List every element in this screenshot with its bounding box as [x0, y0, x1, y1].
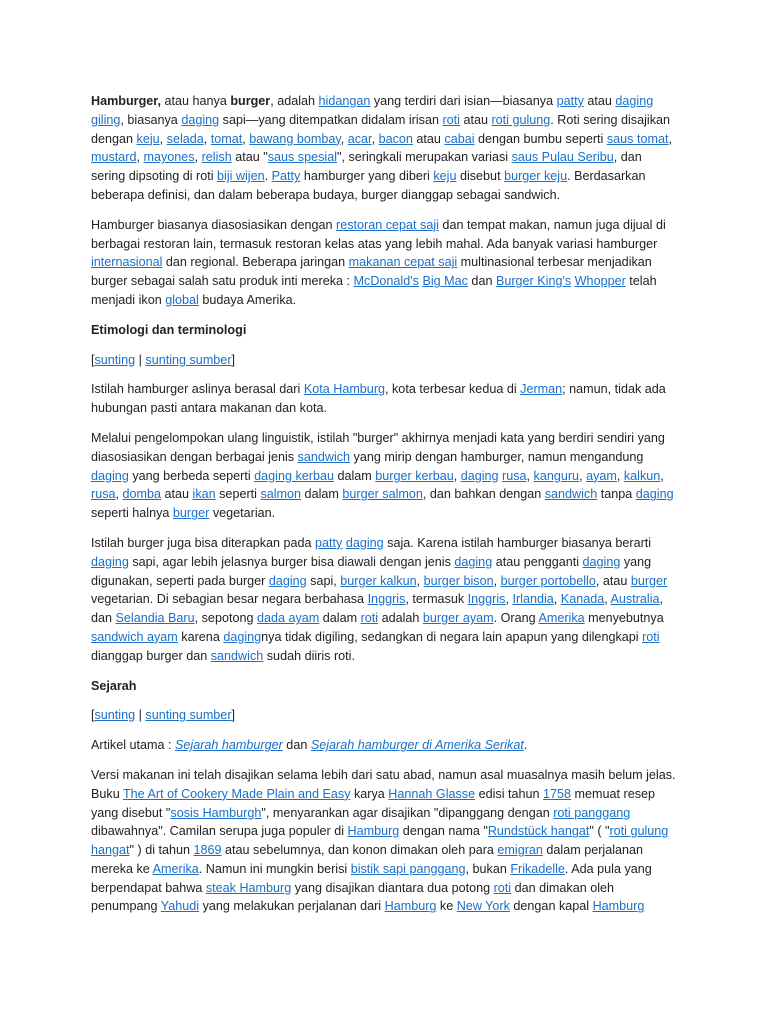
article-link[interactable]: daging: [582, 554, 621, 569]
bold-term: Hamburger,: [91, 94, 161, 108]
text-run: yang disajikan diantara dua potong: [291, 880, 494, 895]
text-run: sudah diiris roti.: [263, 648, 355, 663]
article-link[interactable]: emigran: [497, 843, 543, 858]
article-link[interactable]: burger keju: [504, 169, 568, 184]
text-run: [: [91, 708, 95, 723]
text-run: tanpa: [597, 487, 636, 502]
text-run: disebut: [456, 169, 505, 184]
text-run: |: [135, 708, 146, 723]
article-link[interactable]: bawang bombay: [249, 131, 341, 146]
article-link[interactable]: salmon: [260, 487, 302, 502]
text-run: vegetarian. Di sebagian besar negara berbahasa: [91, 592, 368, 607]
text-run: |: [135, 352, 146, 367]
heading-history: [91, 677, 679, 696]
article-link[interactable]: Patty: [271, 169, 301, 184]
text-run: ,: [340, 131, 348, 146]
edit-links-history: [91, 706, 679, 725]
text-run: vegetarian.: [209, 506, 276, 521]
history-paragraph: [91, 766, 679, 916]
article-link[interactable]: daging: [635, 487, 674, 502]
text-run: sapi, agar lebih jelasnya burger bisa diawali dengan jenis: [128, 554, 455, 569]
article-link[interactable]: burger portobello: [500, 573, 596, 588]
text-run: , kota terbesar kedua di: [385, 382, 521, 397]
article-link[interactable]: daging: [223, 629, 262, 644]
article-link[interactable]: mayones: [143, 150, 195, 165]
article-link[interactable]: restoran cepat saji: [336, 217, 439, 232]
article-link[interactable]: Hannah Glasse: [388, 786, 476, 801]
article-link[interactable]: sunting: [94, 352, 136, 367]
text-run: dan: [467, 274, 496, 289]
article-link[interactable]: daging: [181, 112, 220, 127]
article-link[interactable]: burger: [172, 506, 210, 521]
text-run: ,: [604, 592, 611, 607]
article-link[interactable]: makanan cepat saji: [348, 255, 458, 270]
text-run: .: [264, 169, 272, 184]
text-run: hamburger yang diberi: [300, 169, 434, 184]
text-run: dalam perjalanan mereka ke: [91, 843, 644, 876]
article-link[interactable]: Jerman: [520, 382, 563, 397]
article-link[interactable]: Rundstück hangat: [487, 824, 590, 839]
text-run: ,: [416, 573, 424, 588]
article-link[interactable]: steak Hamburg: [205, 880, 292, 895]
article-link[interactable]: sandwich: [544, 487, 598, 502]
text-run: yang berbeda seperti: [128, 468, 255, 483]
article-link[interactable]: burger kalkun: [340, 573, 417, 588]
article-body: [91, 92, 679, 927]
article-link[interactable]: burger ayam: [422, 611, 494, 626]
text-run: ,: [668, 131, 672, 146]
article-link[interactable]: daging: [345, 535, 384, 550]
article-link[interactable]: saus Pulau Seribu: [511, 150, 614, 165]
article-link[interactable]: Kanada: [560, 592, 605, 607]
text-run: ,: [203, 131, 211, 146]
text-run: ", menyarankan agar disajikan "dipanggang dengan: [261, 805, 554, 820]
article-link[interactable]: roti gulung: [491, 112, 551, 127]
text-run: , adalah: [270, 94, 319, 108]
text-run: , dan: [91, 592, 664, 626]
article-link[interactable]: roti gulung hangat: [91, 824, 669, 858]
article-link[interactable]: global: [165, 292, 199, 307]
text-run: edisi tahun: [475, 786, 544, 801]
text-run: [: [91, 352, 95, 367]
restaurant-paragraph: [91, 216, 679, 310]
text-run: dianggap burger dan: [91, 648, 211, 663]
text-run: dan tempat makan, namun juga dijual di berbagai restoran lain, termasuk restoran kelas atas yang lebih mahal. Ada banyak variasi hamburger: [91, 217, 666, 251]
article-link[interactable]: Selandia Baru: [115, 611, 195, 626]
patty-paragraph: [91, 534, 679, 666]
article-link[interactable]: sunting: [94, 708, 136, 723]
text-run: ,: [493, 573, 501, 588]
text-run: ,: [453, 468, 461, 483]
article-link[interactable]: sunting sumber: [145, 352, 232, 367]
article-link[interactable]: hidangan: [318, 94, 371, 108]
text-run: dengan bumbu seperti: [474, 131, 607, 146]
text-run: Sejarah: [91, 678, 137, 693]
article-link[interactable]: sandwich ayam: [91, 629, 178, 644]
article-link[interactable]: New York: [456, 899, 510, 914]
edit-links-etymology: [91, 351, 679, 370]
text-run: yang digunakan, seperti pada burger: [91, 554, 652, 588]
article-link[interactable]: selada: [166, 131, 204, 146]
text-run: dan: [282, 738, 311, 753]
article-link[interactable]: patty: [556, 94, 584, 108]
article-link[interactable]: ikan: [192, 487, 216, 502]
text-run: " ) di tahun: [129, 843, 194, 858]
text-run: dengan nama ": [399, 824, 488, 839]
article-link[interactable]: tomat: [210, 131, 243, 146]
text-run: , termasuk: [405, 592, 468, 607]
article-link[interactable]: roti: [360, 611, 379, 626]
text-run: atau hanya: [161, 94, 231, 108]
text-run: seperti halnya: [91, 506, 173, 521]
article-link[interactable]: daging kerbau: [254, 468, 334, 483]
article-link[interactable]: internasional: [91, 255, 163, 270]
text-run: atau sebelumnya, dan konon dimakan oleh para: [221, 843, 498, 858]
text-run: ,: [579, 468, 587, 483]
bold-term: burger: [230, 94, 271, 108]
article-link[interactable]: Whopper: [574, 274, 626, 289]
text-run: karena: [177, 629, 224, 644]
article-link[interactable]: biji wijen: [217, 169, 265, 184]
text-run: dalam: [319, 611, 361, 626]
text-run: ,: [115, 487, 123, 502]
text-run: , dan bahkan dengan: [422, 487, 545, 502]
text-run: ", seringkali merupakan variasi: [337, 150, 512, 165]
article-link[interactable]: Hamburg: [592, 899, 645, 914]
text-run: karya: [350, 786, 389, 801]
article-link[interactable]: rusa: [502, 468, 527, 483]
article-link[interactable]: daging: [91, 468, 129, 483]
text-run: ]: [231, 352, 236, 367]
article-link[interactable]: Hamburg: [384, 899, 437, 914]
text-run: nya tidak digiling, sedangkan di negara lain apapun yang dilengkapi: [261, 629, 643, 644]
article-link[interactable]: sandwich: [297, 449, 351, 464]
article-link[interactable]: Kota Hamburg: [303, 382, 386, 397]
text-run: " ( ": [589, 824, 610, 839]
text-run: , atau: [595, 573, 631, 588]
text-run: atau: [459, 112, 492, 127]
text-run: Versi makanan ini telah disajikan selama lebih dari satu abad, namun asal muasalnya masih belum jelas. Buku: [91, 767, 676, 801]
text-run: . Orang: [493, 611, 539, 626]
text-run: Istilah hamburger aslinya berasal dari: [91, 382, 304, 397]
text-run: memuat resep yang disebut ": [91, 786, 656, 820]
article-link[interactable]: Amerika: [152, 861, 199, 876]
article-link[interactable]: roti: [493, 880, 512, 895]
article-link[interactable]: Hamburg: [347, 824, 400, 839]
text-run: yang melakukan perjalanan dari: [199, 899, 385, 914]
article-link[interactable]: cabai: [444, 131, 475, 146]
text-run: dalam: [333, 468, 376, 483]
article-link[interactable]: 1869: [193, 843, 222, 858]
article-link[interactable]: burger kerbau: [375, 468, 454, 483]
text-run: dan regional. Beberapa jaringan: [162, 255, 349, 270]
article-link[interactable]: mustard: [91, 150, 137, 165]
article-link[interactable]: sandwich: [210, 648, 264, 663]
text-run: ; namun, tidak ada hubungan pasti antara makanan dan kota.: [91, 382, 666, 416]
text-run: atau: [161, 487, 193, 502]
text-run: ,: [505, 592, 513, 607]
article-link[interactable]: McDonald's: [353, 274, 419, 289]
text-run: Etimologi dan terminologi: [91, 322, 247, 337]
article-link[interactable]: 1758: [543, 786, 572, 801]
text-run: . Roti sering disajikan dengan: [91, 112, 670, 146]
text-run: yang mirip dengan hamburger, namun mengandung: [350, 449, 644, 464]
text-run: saja. Karena istilah hamburger biasanya berarti: [383, 535, 652, 550]
article-link[interactable]: Big Mac: [422, 274, 468, 289]
origin-paragraph: [91, 380, 679, 418]
text-run: .: [523, 738, 528, 753]
article-link[interactable]: daging: [460, 468, 499, 483]
article-link[interactable]: Inggris: [367, 592, 406, 607]
text-run: ,: [660, 468, 664, 483]
article-link[interactable]: sunting sumber: [145, 708, 232, 723]
text-run: dibawahnya". Camilan serupa juga populer di: [91, 824, 348, 839]
text-run: ,: [553, 592, 561, 607]
text-run: sapi—yang ditempatkan didalam irisan: [219, 112, 443, 127]
text-run: , biasanya: [120, 112, 182, 127]
article-link[interactable]: Inggris: [467, 592, 506, 607]
article-link[interactable]: ayam: [586, 468, 617, 483]
article-link[interactable]: keju: [136, 131, 160, 146]
article-link[interactable]: Irlandia: [512, 592, 554, 607]
text-run: atau: [583, 94, 616, 108]
article-link[interactable]: saus tomat: [606, 131, 669, 146]
article-link[interactable]: Sejarah hamburger di Amerika Serikat: [310, 738, 524, 753]
text-run: ke: [436, 899, 457, 914]
article-link[interactable]: Amerika: [538, 611, 585, 626]
text-run: . Namun ini mungkin berisi: [198, 861, 351, 876]
article-link[interactable]: patty: [315, 535, 343, 550]
main-article-note: [91, 736, 679, 755]
text-run: seperti: [215, 487, 261, 502]
text-run: sapi,: [306, 573, 341, 588]
article-link[interactable]: Burger King's: [495, 274, 572, 289]
text-run: yang terdiri dari isian—biasanya: [370, 94, 557, 108]
linguistic-paragraph: [91, 429, 679, 523]
article-link[interactable]: sosis Hamburgh: [170, 805, 262, 820]
text-run: ,: [371, 131, 379, 146]
text-run: , sepotong: [194, 611, 257, 626]
text-run: dan dimakan oleh penumpang: [91, 880, 615, 914]
text-run: dengan kapal: [509, 899, 593, 914]
article-link[interactable]: rusa: [91, 487, 116, 502]
text-run: atau: [412, 131, 445, 146]
text-run: telah menjadi ikon: [91, 274, 657, 307]
text-run: multinasional terbesar menjadikan burger sebagai salah satu produk inti mereka :: [91, 255, 652, 289]
article-link[interactable]: daging giling: [91, 94, 654, 127]
article-link[interactable]: Australia: [610, 592, 660, 607]
text-run: Melalui pengelompokan ulang linguistik, istilah "burger" akhirnya menjadi kata yang berdiri sendiri yang diasosiasikan dengan berbagai jenis: [91, 430, 665, 464]
article-link[interactable]: burger salmon: [342, 487, 423, 502]
article-link[interactable]: daging: [454, 554, 493, 569]
article-link[interactable]: Frikadelle: [510, 861, 565, 876]
article-link[interactable]: roti: [442, 112, 460, 127]
text-run: ,: [194, 150, 202, 165]
text-run: Hamburger biasanya diasosiasikan dengan: [91, 217, 337, 232]
article-link[interactable]: The Art of Cookery Made Plain and Easy: [122, 786, 351, 801]
text-run: ,: [136, 150, 144, 165]
text-run: , bukan: [465, 861, 511, 876]
text-run: . Berdasarkan beberapa definisi, dan dalam beberapa budaya, burger dianggap sebagai sandwich.: [91, 169, 646, 202]
text-run: dalam: [301, 487, 343, 502]
intro-paragraph: [91, 92, 679, 205]
article-link[interactable]: roti: [642, 629, 660, 644]
text-run: ]: [231, 708, 236, 723]
text-run: adalah: [378, 611, 423, 626]
text-run: . Ada pula yang berpendapat bahwa: [91, 861, 652, 895]
article-link[interactable]: burger: [630, 573, 668, 588]
article-link[interactable]: kanguru: [533, 468, 580, 483]
article-link[interactable]: kalkun: [623, 468, 661, 483]
article-link[interactable]: bistik sapi panggang: [350, 861, 466, 876]
text-run: atau ": [231, 150, 268, 165]
text-run: menyebutnya: [584, 611, 664, 626]
article-link[interactable]: keju: [433, 169, 457, 184]
text-run: ,: [242, 131, 250, 146]
text-run: , dan sering dipsoting di roti: [91, 150, 642, 184]
text-run: ,: [526, 468, 534, 483]
text-run: Artikel utama :: [91, 738, 175, 753]
article-link[interactable]: daging: [91, 554, 129, 569]
article-link[interactable]: roti panggang: [553, 805, 631, 820]
heading-etymology: [91, 321, 679, 340]
text-run: atau pengganti: [492, 554, 583, 569]
article-link[interactable]: burger bison: [423, 573, 494, 588]
article-link[interactable]: dada ayam: [256, 611, 320, 626]
article-link[interactable]: daging: [268, 573, 307, 588]
text-run: ,: [159, 131, 167, 146]
article-link[interactable]: relish: [201, 150, 232, 165]
article-link[interactable]: domba: [122, 487, 162, 502]
text-run: ,: [616, 468, 624, 483]
article-link[interactable]: Yahudi: [160, 899, 200, 914]
article-link[interactable]: saus spesial: [267, 150, 338, 165]
text-run: budaya Amerika.: [198, 292, 297, 307]
text-run: Istilah burger juga bisa diterapkan pada: [91, 535, 316, 550]
article-link[interactable]: bacon: [378, 131, 413, 146]
article-link[interactable]: acar: [347, 131, 372, 146]
article-link[interactable]: Sejarah hamburger: [175, 738, 283, 753]
